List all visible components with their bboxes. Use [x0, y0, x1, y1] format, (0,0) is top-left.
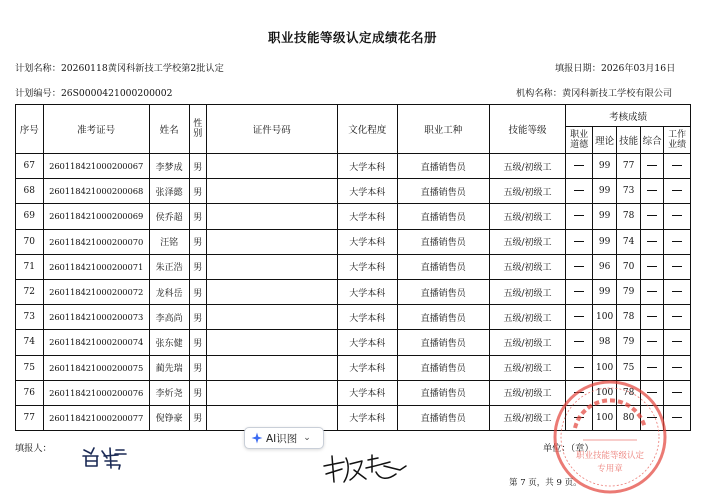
work-cell: [664, 330, 691, 355]
table-row: [16, 355, 691, 380]
cert-number-cell: [206, 330, 337, 355]
plan-name-label: 计划名称：: [15, 63, 61, 74]
skill-level-cell: 五级/初级工: [489, 154, 566, 179]
ethics-cell: [566, 204, 593, 229]
education-cell: 大学本科: [337, 204, 397, 229]
work-cell: [664, 305, 691, 330]
cert-number-cell: [206, 380, 337, 405]
seq-cell: 74: [16, 330, 44, 355]
cert-number-cell: [206, 204, 337, 229]
name-cell: 汪铭: [149, 229, 189, 254]
ethics-cell: [566, 330, 593, 355]
skill-score-cell: 73: [617, 179, 640, 204]
name-cell: 蔺先瑞: [149, 355, 189, 380]
work-cell: [664, 154, 691, 179]
gender-cell: 男: [189, 405, 206, 430]
exam-no-cell: 260118421000200072: [43, 279, 149, 304]
name-cell: 李炘尧: [149, 380, 189, 405]
education-cell: 大学本科: [337, 305, 397, 330]
name-cell: 朱正浩: [149, 254, 189, 279]
skill-level-cell: 五级/初级工: [489, 254, 566, 279]
skill-level-cell: 五级/初级工: [489, 355, 566, 380]
header-gender: 性别: [189, 105, 206, 154]
plan-number: [15, 85, 172, 99]
name-cell: 张泽懿: [149, 179, 189, 204]
seq-cell: 69: [16, 204, 44, 229]
empty-score-dash: [672, 367, 682, 368]
seal-bottom-text: 专用章: [597, 464, 623, 474]
empty-score-dash: [672, 190, 682, 191]
exam-no-cell: 260118421000200067: [43, 154, 149, 179]
education-cell: 大学本科: [337, 355, 397, 380]
name-cell: 龙科岳: [149, 279, 189, 304]
empty-score-dash: [647, 266, 657, 267]
table-row: [16, 254, 691, 279]
theory-score-cell: 99: [592, 229, 617, 254]
empty-score-dash: [647, 165, 657, 166]
exam-no-cell: 260118421000200071: [43, 254, 149, 279]
header-overall: 综合: [640, 127, 663, 154]
overall-cell: [640, 330, 663, 355]
theory-score-cell: 100: [592, 405, 617, 430]
seq-cell: 71: [16, 254, 44, 279]
occupation-cell: 直播销售员: [397, 154, 489, 179]
skill-level-cell: 五级/初级工: [489, 380, 566, 405]
header-name: 姓名: [149, 105, 189, 154]
skill-score-cell: 77: [617, 154, 640, 179]
gender-cell: 男: [189, 355, 206, 380]
plan-name-value: 20260118黄冈科新技工学校第2批认定: [60, 63, 224, 74]
skill-score-cell: 74: [617, 229, 640, 254]
education-cell: 大学本科: [337, 154, 397, 179]
empty-score-dash: [672, 341, 682, 342]
plan-name: [15, 60, 224, 74]
work-cell: [664, 229, 691, 254]
fill-date-value: 2026年03月16日: [600, 63, 676, 74]
gender-cell: 男: [189, 204, 206, 229]
empty-score-dash: [574, 215, 584, 216]
header-seq: 序号: [16, 105, 44, 154]
occupation-cell: 直播销售员: [397, 254, 489, 279]
skill-score-cell: 78: [617, 380, 640, 405]
header-exam-no: 准考证号: [43, 105, 149, 154]
filler-label: 填报人：: [15, 443, 52, 454]
empty-score-dash: [574, 266, 584, 267]
skill-level-cell: 五级/初级工: [489, 279, 566, 304]
name-cell: 倪铮豪: [149, 405, 189, 430]
work-cell: [664, 279, 691, 304]
seq-cell: 75: [16, 355, 44, 380]
ethics-cell: [566, 154, 593, 179]
skill-level-cell: 五级/初级工: [489, 330, 566, 355]
occupation-cell: 直播销售员: [397, 330, 489, 355]
overall-cell: [640, 229, 663, 254]
seq-cell: 68: [16, 179, 44, 204]
cert-number-cell: [206, 254, 337, 279]
empty-score-dash: [672, 291, 682, 292]
skill-score-cell: 78: [617, 204, 640, 229]
education-cell: 大学本科: [337, 229, 397, 254]
gender-cell: 男: [189, 330, 206, 355]
header-skill: 技能: [617, 127, 640, 154]
document-title: 职业技能等级认定成绩花名册: [267, 30, 437, 45]
theory-score-cell: 100: [592, 305, 617, 330]
seq-cell: 67: [16, 154, 44, 179]
education-cell: 大学本科: [337, 254, 397, 279]
header-theory: 理论: [592, 127, 617, 154]
education-cell: 大学本科: [337, 330, 397, 355]
exam-no-cell: 260118421000200077: [43, 405, 149, 430]
work-cell: [664, 355, 691, 380]
header-education: 文化程度: [337, 105, 397, 154]
skill-score-cell: 78: [617, 305, 640, 330]
empty-score-dash: [647, 291, 657, 292]
skill-score-cell: 79: [617, 279, 640, 304]
exam-no-cell: 260118421000200070: [43, 229, 149, 254]
header-occupation: 职业工种: [397, 105, 489, 154]
education-cell: 大学本科: [337, 279, 397, 304]
occupation-cell: 直播销售员: [397, 355, 489, 380]
empty-score-dash: [647, 316, 657, 317]
occupation-cell: 直播销售员: [397, 380, 489, 405]
gender-cell: 男: [189, 279, 206, 304]
work-cell: [664, 179, 691, 204]
gender-cell: 男: [189, 305, 206, 330]
header-work: 工作业绩: [664, 127, 691, 154]
empty-score-dash: [672, 392, 682, 393]
cert-number-cell: [206, 305, 337, 330]
empty-score-dash: [574, 367, 584, 368]
skill-level-cell: 五级/初级工: [489, 179, 566, 204]
filler-signature: [80, 444, 132, 472]
org-name-label: 机构名称：: [516, 88, 562, 99]
seq-cell: 77: [16, 405, 44, 430]
empty-score-dash: [574, 316, 584, 317]
theory-score-cell: 99: [592, 204, 617, 229]
ai-recognize-label: AI识图: [266, 432, 298, 445]
cert-number-cell: [206, 179, 337, 204]
seq-cell: 73: [16, 305, 44, 330]
header-cert-no: 证件号码: [206, 105, 337, 154]
empty-score-dash: [647, 367, 657, 368]
occupation-cell: 直播销售员: [397, 204, 489, 229]
occupation-cell: 直播销售员: [397, 179, 489, 204]
table-row: [16, 229, 691, 254]
ethics-cell: [566, 279, 593, 304]
cert-number-cell: [206, 279, 337, 304]
overall-cell: [640, 254, 663, 279]
skill-score-cell: 80: [617, 405, 640, 430]
occupation-cell: 直播销售员: [397, 405, 489, 430]
gender-cell: 男: [189, 254, 206, 279]
theory-score-cell: 99: [592, 279, 617, 304]
table-row: [16, 179, 691, 204]
seq-cell: 76: [16, 380, 44, 405]
occupation-cell: 直播销售员: [397, 305, 489, 330]
header-scores-group: 考核成绩: [566, 105, 691, 127]
empty-score-dash: [672, 316, 682, 317]
exam-no-cell: 260118421000200076: [43, 380, 149, 405]
cert-number-cell: [206, 229, 337, 254]
table-row: [16, 279, 691, 304]
exam-no-cell: 260118421000200075: [43, 355, 149, 380]
name-cell: 侯乔超: [149, 204, 189, 229]
table-row: [16, 330, 691, 355]
gender-cell: 男: [189, 179, 206, 204]
theory-score-cell: 98: [592, 330, 617, 355]
education-cell: 大学本科: [337, 179, 397, 204]
overall-cell: [640, 355, 663, 380]
skill-level-cell: 五级/初级工: [489, 305, 566, 330]
theory-score-cell: 100: [592, 355, 617, 380]
exam-no-cell: 260118421000200073: [43, 305, 149, 330]
skill-score-cell: 75: [617, 355, 640, 380]
empty-score-dash: [574, 341, 584, 342]
name-cell: 李梦成: [149, 154, 189, 179]
theory-score-cell: 99: [592, 154, 617, 179]
page-indicator: 第 7 页，共 9 页。: [509, 478, 582, 488]
org-name-value: 黄冈科新技工学校有限公司: [561, 88, 673, 99]
empty-score-dash: [574, 241, 584, 242]
empty-score-dash: [647, 341, 657, 342]
theory-score-cell: 99: [592, 179, 617, 204]
org-name: [516, 85, 672, 99]
skill-level-cell: 五级/初级工: [489, 204, 566, 229]
skill-level-cell: 五级/初级工: [489, 405, 566, 430]
ethics-cell: [566, 355, 593, 380]
empty-score-dash: [647, 190, 657, 191]
exam-no-cell: 260118421000200069: [43, 204, 149, 229]
overall-cell: [640, 279, 663, 304]
seq-cell: 72: [16, 279, 44, 304]
gender-cell: 男: [189, 380, 206, 405]
overall-cell: [640, 179, 663, 204]
cert-number-cell: [206, 154, 337, 179]
empty-score-dash: [672, 215, 682, 216]
header-skill-level: 技能等级: [489, 105, 566, 154]
ethics-cell: [566, 229, 593, 254]
chevron-down-icon[interactable]: ⌄: [303, 433, 311, 443]
name-cell: 张东健: [149, 330, 189, 355]
exam-no-cell: 260118421000200074: [43, 330, 149, 355]
education-cell: 大学本科: [337, 405, 397, 430]
work-cell: [664, 204, 691, 229]
occupation-cell: 直播销售员: [397, 279, 489, 304]
ai-sparkle-icon: [251, 432, 263, 444]
work-cell: [664, 254, 691, 279]
plan-number-value: 26S0000421000200002: [60, 88, 173, 99]
gender-cell: 男: [189, 154, 206, 179]
empty-score-dash: [672, 165, 682, 166]
unit-seal-label: 单位：（章）: [543, 443, 594, 454]
ai-recognize-button[interactable]: [244, 427, 324, 449]
skill-score-cell: 70: [617, 254, 640, 279]
table-row: [16, 305, 691, 330]
fill-date-label: 填报日期：: [555, 63, 601, 74]
ethics-cell: [566, 179, 593, 204]
empty-score-dash: [672, 417, 682, 418]
seal-center-text: 职业技能等级认定: [575, 451, 645, 461]
overall-cell: [640, 305, 663, 330]
plan-number-label: 计划编号：: [15, 88, 61, 99]
skill-score-cell: 79: [617, 330, 640, 355]
table-row: [16, 154, 691, 179]
empty-score-dash: [672, 266, 682, 267]
education-cell: 大学本科: [337, 380, 397, 405]
seq-cell: 70: [16, 229, 44, 254]
ethics-cell: [566, 305, 593, 330]
theory-score-cell: 100: [592, 380, 617, 405]
overall-cell: [640, 204, 663, 229]
theory-score-cell: 96: [592, 254, 617, 279]
overall-cell: [640, 154, 663, 179]
empty-score-dash: [574, 165, 584, 166]
approver-signature: [320, 452, 412, 486]
header-ethics: 职业道德: [566, 127, 593, 154]
empty-score-dash: [672, 241, 682, 242]
table-row: [16, 204, 691, 229]
empty-score-dash: [647, 241, 657, 242]
fill-date: [555, 60, 675, 74]
empty-score-dash: [647, 215, 657, 216]
occupation-cell: 直播销售员: [397, 229, 489, 254]
empty-score-dash: [574, 291, 584, 292]
exam-no-cell: 260118421000200068: [43, 179, 149, 204]
gender-cell: 男: [189, 229, 206, 254]
skill-level-cell: 五级/初级工: [489, 229, 566, 254]
cert-number-cell: [206, 355, 337, 380]
empty-score-dash: [574, 190, 584, 191]
ethics-cell: [566, 254, 593, 279]
name-cell: 李高尚: [149, 305, 189, 330]
